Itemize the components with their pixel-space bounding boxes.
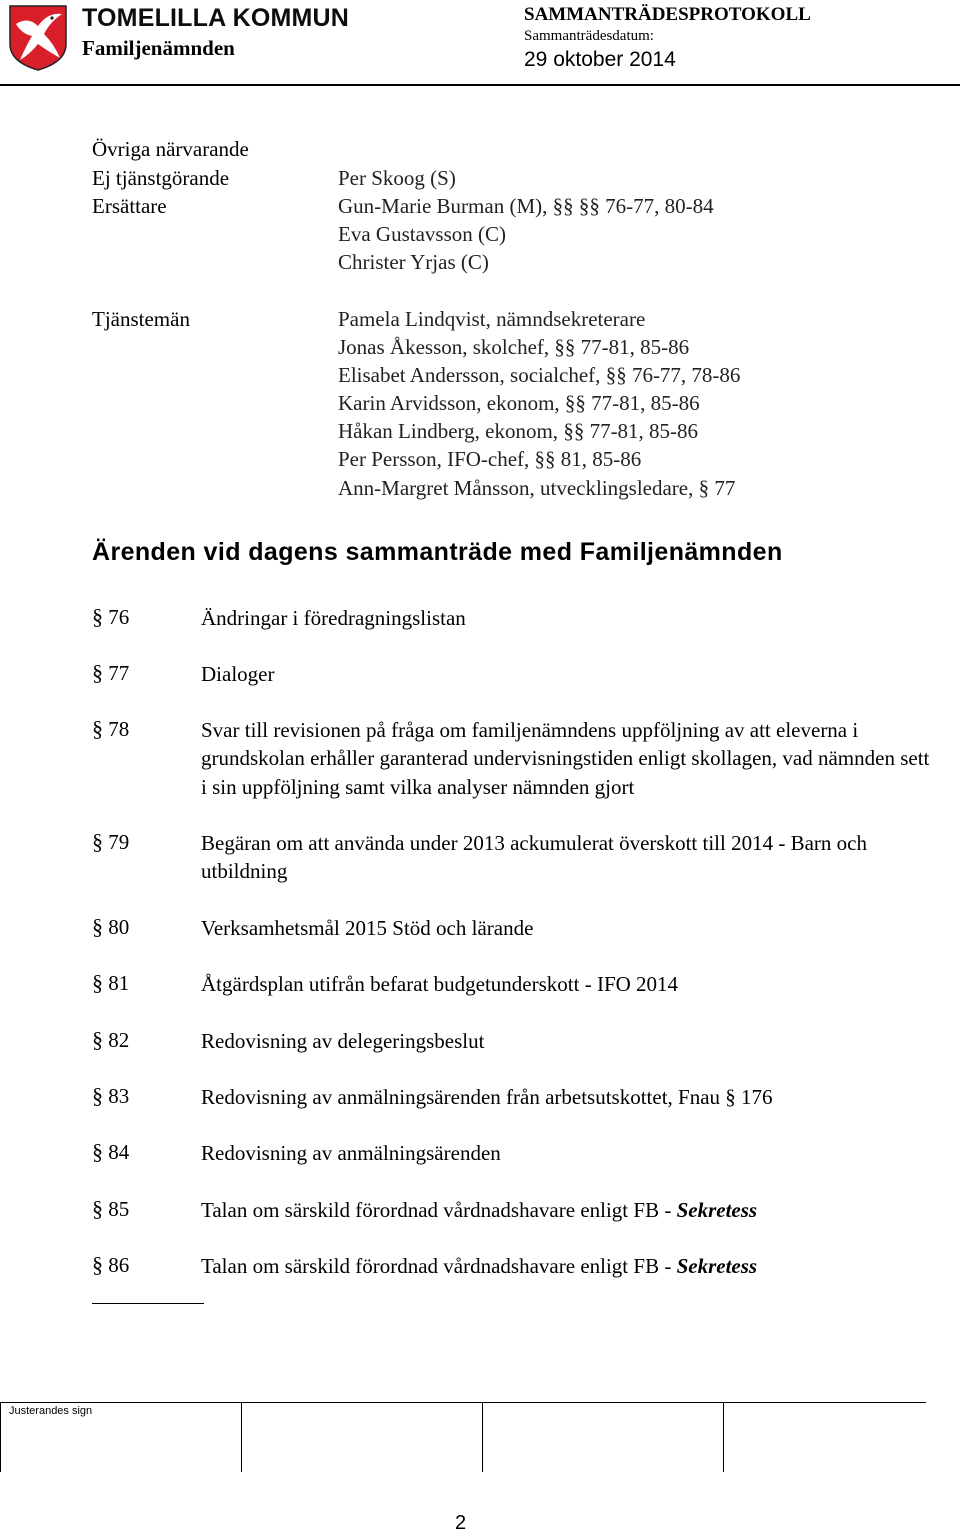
substitutes-label: Ersättare <box>92 194 167 218</box>
agenda-item-text: Svar till revisionen på fråga om familjenämndens uppföljning av att eleverna i grundskolan erhåller garanterad undervisningstiden enligt skollagen, vad nämnden sett i sin uppföljning samt vilka analyser nämnden gjort <box>201 718 930 799</box>
paragraph-range: 77-81, 85-86 <box>591 391 700 415</box>
agenda-item-text: Åtgärdsplan utifrån befarat budgetunderskott - IFO 2014 <box>201 972 679 996</box>
paragraph-reference: § 176 <box>725 1085 773 1109</box>
agenda-item-text: Redovisning av delegeringsbeslut <box>201 1029 485 1053</box>
paragraph-sign: § <box>698 476 710 500</box>
agenda-item-text: Begäran om att använda under 2013 ackumulerat överskott till 2014 - Barn och utbildning <box>201 831 867 884</box>
item-number: 77 <box>108 661 130 685</box>
paragraph-sign: §§ <box>605 363 627 387</box>
not-serving-value: Per Skoog (S) <box>338 166 456 190</box>
confidential-marker: Sekretess <box>676 1254 758 1278</box>
paragraph-sign: §§ <box>554 335 576 359</box>
paragraph-sign: § <box>92 829 103 854</box>
item-text: Redovisning av anmälningsärenden från arbetsutskottet, Fnau <box>201 1085 721 1109</box>
agenda-item-number <box>92 716 129 742</box>
official-row <box>338 335 689 360</box>
item-number: 82 <box>108 1028 130 1052</box>
paragraph-range: 77-81, 85-86 <box>589 419 699 443</box>
official-row <box>338 447 641 472</box>
official-name: Elisabet Andersson, socialchef, <box>338 363 601 387</box>
org-name: TOMELILLA KOMMUN <box>82 4 350 32</box>
signature-label: Justerandes sign <box>9 1405 93 1417</box>
header-divider <box>0 84 960 86</box>
substitute-row <box>338 222 506 247</box>
paragraph-range: 77-81, 85-86 <box>580 335 690 359</box>
officials-label: Tjänstemän <box>92 307 190 331</box>
item-number: 79 <box>108 830 130 854</box>
agenda-item-number <box>92 660 129 686</box>
official-name: Håkan Lindberg, ekonom, <box>338 419 559 443</box>
paragraph-sign: § <box>92 1083 103 1108</box>
agenda-item-text: Verksamhetsmål 2015 Stöd och lärande <box>201 916 534 940</box>
tomelilla-logo <box>8 4 68 72</box>
paragraph-sign: § <box>92 1139 103 1164</box>
department-name: Familjenämnden <box>82 36 235 60</box>
official-name: Jonas Åkesson, skolchef, <box>338 335 550 359</box>
document-type: SAMMANTRÄDESPROTOKOLL <box>524 4 811 25</box>
paragraph-sign: § <box>92 1027 103 1052</box>
meeting-date: 29 oktober 2014 <box>524 48 676 71</box>
agenda-heading: Ärenden vid dagens sammanträde med Familjenämnden <box>92 538 783 566</box>
paragraph-sign: §§ <box>564 391 586 415</box>
paragraph-sign: § <box>92 1196 103 1221</box>
agenda-item-text <box>201 1083 931 1111</box>
item-number: 86 <box>108 1253 130 1277</box>
official-name: Per Persson, IFO-chef, <box>338 447 530 471</box>
official-name: Pamela Lindqvist, nämndsekreterare <box>338 307 646 331</box>
item-number: 81 <box>108 971 130 995</box>
agenda-item-number <box>92 1083 129 1109</box>
substitute-row <box>338 194 714 219</box>
agenda-item-number <box>92 1139 129 1165</box>
signature-table <box>0 1402 926 1473</box>
agenda-item-number <box>92 970 129 996</box>
paragraph-sign: §§ <box>534 447 556 471</box>
item-number: 78 <box>108 717 130 741</box>
table-divider <box>0 1402 1 1472</box>
meeting-date-label: Sammanträdesdatum: <box>524 28 654 44</box>
paragraph-sign: § <box>92 716 103 741</box>
agenda-item-number <box>92 1252 129 1278</box>
agenda-item-number <box>92 914 129 940</box>
item-number: 80 <box>108 915 130 939</box>
agenda-item-text: Dialoger <box>201 662 275 686</box>
agenda-item-text: Ändringar i föredragningslistan <box>201 606 466 630</box>
page-number: 2 <box>455 1512 467 1534</box>
paragraph-sign: §§ §§ <box>552 194 600 218</box>
substitute-name: Gun-Marie Burman (M), <box>338 194 548 218</box>
attendance-heading: Övriga närvarande <box>92 137 249 161</box>
not-serving-label: Ej tjänstgörande <box>92 166 230 190</box>
item-number: 83 <box>108 1084 130 1108</box>
confidential-marker: Sekretess <box>676 1198 758 1222</box>
agenda-item-number <box>92 1027 129 1053</box>
item-number: 76 <box>108 605 130 629</box>
substitute-name: Eva Gustavsson (C) <box>338 222 506 246</box>
item-number: 85 <box>108 1197 130 1221</box>
paragraph-range: 76-77, 78-86 <box>631 363 741 387</box>
official-name: Ann-Margret Månsson, utvecklingsledare, <box>338 476 694 500</box>
agenda-item-number <box>92 604 129 630</box>
paragraph-sign: § <box>92 914 103 939</box>
table-divider <box>241 1402 242 1472</box>
paragraph-sign: § <box>92 1252 103 1277</box>
paragraph-range: 77 <box>714 476 736 500</box>
end-rule <box>92 1303 204 1304</box>
table-divider <box>482 1402 483 1472</box>
agenda-item-number <box>92 1196 129 1222</box>
official-row <box>338 476 735 501</box>
official-row <box>338 363 740 388</box>
table-divider <box>723 1402 724 1472</box>
item-number: 84 <box>108 1140 130 1164</box>
substitute-row <box>338 250 489 275</box>
substitute-name: Christer Yrjas (C) <box>338 250 489 274</box>
paragraph-sign: § <box>92 604 103 629</box>
official-row <box>338 391 700 416</box>
paragraph-sign: §§ <box>563 419 585 443</box>
paragraph-range: 81, 85-86 <box>560 447 642 471</box>
official-name: Karin Arvidsson, ekonom, <box>338 391 560 415</box>
item-text: Talan om särskild förordnad vårdnadshavare enligt FB - <box>201 1198 677 1222</box>
paragraph-range: 76-77, 80-84 <box>605 194 714 218</box>
paragraph-sign: § <box>92 660 103 685</box>
paragraph-sign: § <box>92 970 103 995</box>
official-row <box>338 419 698 444</box>
agenda-item-text: Redovisning av anmälningsärenden <box>201 1141 501 1165</box>
item-text: Talan om särskild förordnad vårdnadshavare enligt FB - <box>201 1254 677 1278</box>
agenda-item-text <box>201 1252 931 1280</box>
official-row <box>338 307 645 332</box>
agenda-item-number <box>92 829 129 855</box>
agenda-item-text <box>201 1196 931 1224</box>
